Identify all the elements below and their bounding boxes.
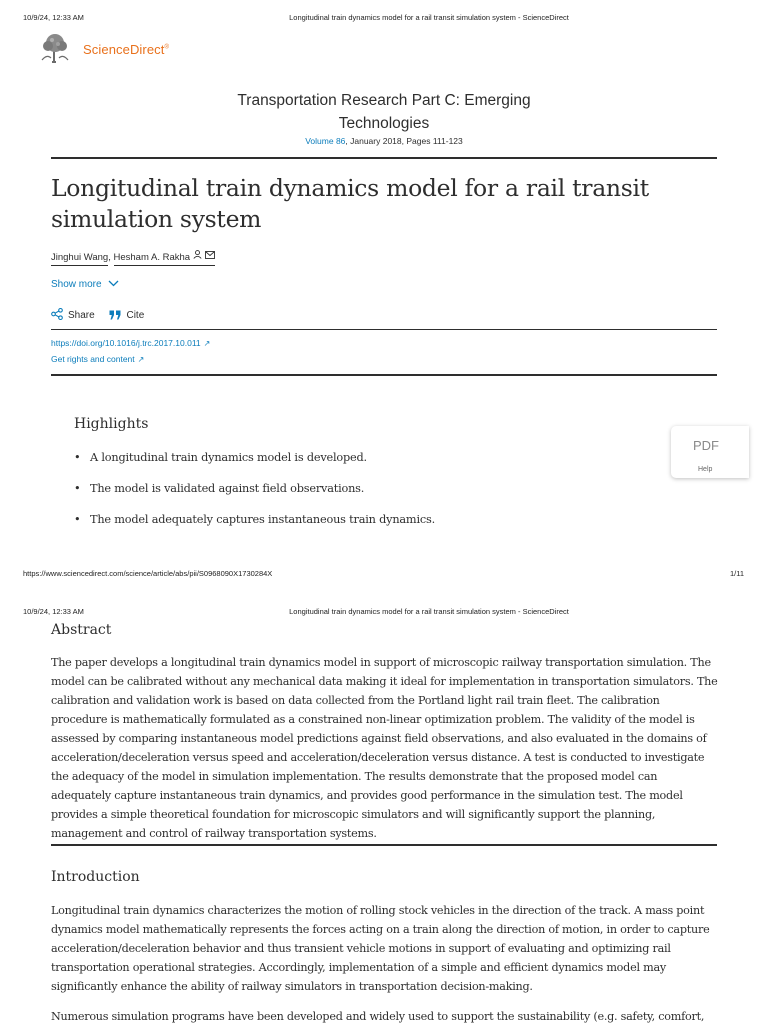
introduction-heading: Introduction bbox=[51, 869, 140, 885]
chevron-down-icon bbox=[108, 279, 119, 290]
sciencedirect-brand[interactable] bbox=[83, 42, 169, 57]
share-label: Share bbox=[68, 310, 95, 321]
page-gap bbox=[0, 588, 768, 600]
print-header bbox=[0, 13, 768, 25]
divider bbox=[51, 329, 717, 330]
elsevier-logo-icon[interactable] bbox=[38, 32, 72, 64]
person-icon bbox=[193, 250, 202, 261]
volume-line bbox=[0, 136, 768, 146]
author-name: Hesham A. Rakha bbox=[113, 252, 191, 263]
introduction-paragraph: Longitudinal train dynamics characterizes the motion of rolling stock vehicles in the direction of the track. A mass point dynamics model mathematically represents the forces acting on a train along the direction of motion, in order to capture acceleration/deceleration behavior and thus transient vehicle motions in support of evaluating and optimizing rail transportation operational strategies. Accordingly, implementation of a simple and efficient dynamics model may significantly enhance the ability of railway simulators in transportation decision-making. bbox=[51, 904, 710, 993]
journal-title[interactable]: Transportation Research Part C: Emerging Technologies bbox=[237, 92, 531, 132]
rights-link[interactable] bbox=[51, 354, 144, 364]
doi-text: https://doi.org/10.1016/j.trc.2017.10.011 bbox=[51, 338, 201, 348]
highlight-item: • A longitudinal train dynamics model is developed. bbox=[74, 451, 435, 482]
highlight-item: • The model adequately captures instantaneous train dynamics. bbox=[74, 513, 435, 544]
external-link-icon: ↗ bbox=[137, 355, 145, 364]
share-icon bbox=[51, 308, 63, 323]
help-button[interactable]: Help bbox=[698, 466, 713, 473]
pdf-help-widget[interactable] bbox=[671, 426, 749, 478]
author-link[interactable] bbox=[114, 252, 216, 266]
show-more-label: Show more bbox=[51, 279, 102, 290]
author-separator: , bbox=[108, 252, 114, 263]
volume-link[interactable]: Volume 86 bbox=[305, 136, 346, 146]
article-title: Longitudinal train dynamics model for a rail transit simulation system bbox=[51, 174, 649, 233]
divider bbox=[51, 157, 717, 159]
highlights-heading: Highlights bbox=[74, 416, 149, 432]
pdf-button[interactable]: PDF bbox=[693, 438, 719, 453]
introduction-paragraph: Numerous simulation programs have been developed and widely used to support the sustainability (e.g. safety, comfort, bbox=[51, 1010, 705, 1023]
brand-mark: ® bbox=[164, 44, 170, 51]
print-url: https://www.sciencedirect.com/science/article/abs/pii/S0968090X1730284X bbox=[23, 569, 273, 578]
brand-name: ScienceDirect bbox=[83, 42, 165, 57]
doi-link[interactable] bbox=[51, 338, 210, 348]
divider bbox=[51, 374, 717, 376]
print-title: Longitudinal train dynamics model for a rail transit simulation system - ScienceDirect bbox=[289, 13, 569, 22]
cite-button[interactable] bbox=[109, 310, 144, 323]
quote-icon bbox=[109, 310, 121, 323]
print-date: 10/9/24, 12:33 AM bbox=[23, 607, 84, 616]
rights-text: Get rights and content bbox=[51, 354, 135, 364]
external-link-icon: ↗ bbox=[203, 339, 211, 348]
print-date: 10/9/24, 12:33 AM bbox=[23, 13, 84, 22]
volume-details: , January 2018, Pages 111-123 bbox=[345, 136, 463, 146]
highlight-item: • The model is validated against field observations. bbox=[74, 482, 435, 513]
print-header bbox=[0, 607, 768, 619]
abstract-text: The paper develops a longitudinal train dynamics model in support of microscopic railway transportation simulation. The model can be calibrated without any mechanical data making it ideal for implementation in transportation simulators. The calibration and validation work is based on data collected from the Portland light rail train fleet. The calibration procedure is mathematically formulated as a constrained non-linear optimization problem. The validity of the model is assessed by comparing instantaneous model predictions against field observations, and also evaluated in the domains of acceleration/deceleration versus speed and acceleration/deceleration versus distance. A test is conducted to investigate the adequacy of the model in simulation implementation. The results demonstrate that the proposed model can adequately capture instantaneous train dynamics, and provides good performance in the simulation test. The model provides a simple theoretical foundation for microscopic simulators and will significantly support the planning, management and control of railway transportation systems. bbox=[51, 656, 718, 840]
print-title: Longitudinal train dynamics model for a rail transit simulation system - ScienceDirect bbox=[289, 607, 569, 616]
share-cite-bar bbox=[51, 308, 156, 323]
show-more-button[interactable] bbox=[51, 279, 119, 290]
cite-label: Cite bbox=[126, 310, 145, 321]
share-button[interactable] bbox=[51, 308, 95, 323]
abstract-heading: Abstract bbox=[51, 622, 112, 638]
divider bbox=[51, 844, 717, 846]
email-icon bbox=[205, 251, 215, 261]
highlights-list bbox=[74, 451, 435, 544]
author-link[interactable]: Jinghui Wang bbox=[51, 252, 108, 266]
print-page-number: 1/11 bbox=[729, 569, 744, 578]
author-list bbox=[51, 250, 215, 263]
